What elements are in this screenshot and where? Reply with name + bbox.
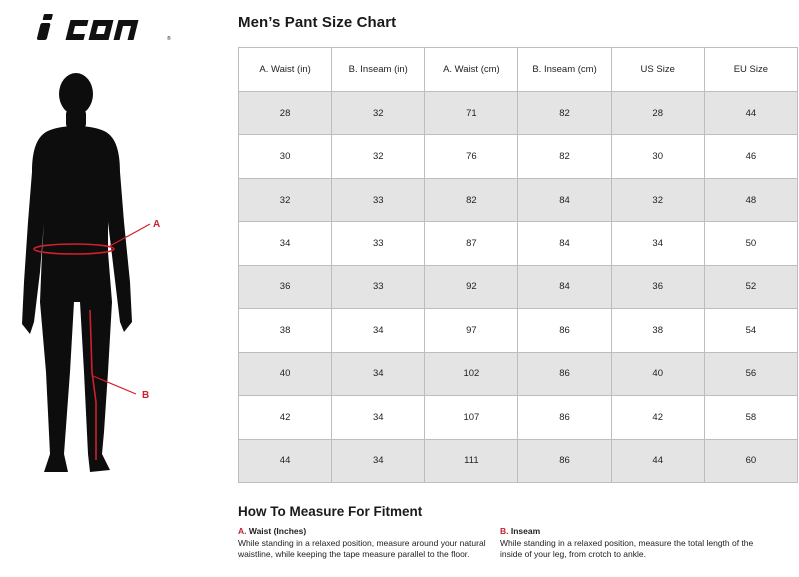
- waist-letter: A.: [238, 526, 247, 536]
- column-header: EU Size: [704, 48, 797, 92]
- table-cell: 82: [425, 178, 518, 221]
- table-cell: 34: [611, 222, 704, 265]
- inseam-letter: B.: [500, 526, 509, 536]
- table-cell: 71: [425, 92, 518, 135]
- table-cell: 28: [239, 92, 332, 135]
- column-header: US Size: [611, 48, 704, 92]
- table-row: [239, 352, 798, 395]
- table-cell: 28: [611, 92, 704, 135]
- inseam-instructions: [500, 526, 760, 561]
- waist-instructions: [238, 526, 488, 561]
- table-cell: 36: [239, 265, 332, 308]
- table-cell: 86: [518, 396, 611, 439]
- table-cell: 48: [704, 178, 797, 221]
- table-row: [239, 92, 798, 135]
- waist-heading-text: Waist (Inches): [248, 526, 307, 536]
- table-cell: 34: [332, 352, 425, 395]
- table-cell: 38: [239, 309, 332, 352]
- table-cell: 32: [332, 135, 425, 178]
- waist-text: While standing in a relaxed position, measure around your natural waistline, while keeping the tape measure parallel to the floor.: [238, 537, 486, 559]
- table-cell: 40: [239, 352, 332, 395]
- table-cell: 32: [332, 92, 425, 135]
- icon-logo: [34, 6, 176, 44]
- column-header: B. Inseam (in): [332, 48, 425, 92]
- table-cell: 36: [611, 265, 704, 308]
- table-cell: 52: [704, 265, 797, 308]
- table-row: [239, 396, 798, 439]
- table-cell: 34: [332, 309, 425, 352]
- table-row: [239, 439, 798, 483]
- table-cell: 84: [518, 265, 611, 308]
- column-header: B. Inseam (cm): [518, 48, 611, 92]
- table-row: [239, 222, 798, 265]
- table-cell: 86: [518, 439, 611, 483]
- table-cell: 33: [332, 178, 425, 221]
- table-cell: 30: [611, 135, 704, 178]
- body-silhouette: [0, 72, 200, 492]
- table-cell: 44: [704, 92, 797, 135]
- table-cell: 82: [518, 135, 611, 178]
- fitment-title: How To Measure For Fitment: [238, 504, 423, 519]
- table-cell: 54: [704, 309, 797, 352]
- inseam-heading: [500, 526, 760, 538]
- table-cell: 50: [704, 222, 797, 265]
- table-row: [239, 265, 798, 308]
- table-cell: 84: [518, 222, 611, 265]
- column-header: A. Waist (in): [239, 48, 332, 92]
- table-cell: 40: [611, 352, 704, 395]
- table-cell: 58: [704, 396, 797, 439]
- table-cell: 86: [518, 352, 611, 395]
- inseam-heading-text: Inseam: [510, 526, 541, 536]
- table-cell: 56: [704, 352, 797, 395]
- table-cell: 32: [611, 178, 704, 221]
- table-cell: 107: [425, 396, 518, 439]
- table-cell: 30: [239, 135, 332, 178]
- table-header-row: [239, 48, 798, 92]
- table-cell: 102: [425, 352, 518, 395]
- table-cell: 44: [611, 439, 704, 483]
- chart-title: Men’s Pant Size Chart: [238, 14, 397, 31]
- table-cell: 33: [332, 222, 425, 265]
- svg-text:®: ®: [167, 36, 171, 42]
- table-cell: 42: [239, 396, 332, 439]
- table-cell: 86: [518, 309, 611, 352]
- table-cell: 76: [425, 135, 518, 178]
- table-cell: 87: [425, 222, 518, 265]
- table-cell: 46: [704, 135, 797, 178]
- size-table: [238, 47, 798, 483]
- table-cell: 34: [332, 439, 425, 483]
- table-cell: 60: [704, 439, 797, 483]
- table-row: [239, 178, 798, 221]
- inseam-text: While standing in a relaxed position, measure the total length of the inside of your leg, from crotch to ankle.: [500, 537, 754, 559]
- table-cell: 111: [425, 439, 518, 483]
- table-cell: 38: [611, 309, 704, 352]
- table-cell: 82: [518, 92, 611, 135]
- column-header: A. Waist (cm): [425, 48, 518, 92]
- table-cell: 84: [518, 178, 611, 221]
- table-cell: 34: [332, 396, 425, 439]
- waist-heading: [238, 526, 488, 538]
- label-a: A: [153, 219, 161, 230]
- table-cell: 92: [425, 265, 518, 308]
- table-row: [239, 135, 798, 178]
- table-cell: 34: [239, 222, 332, 265]
- table-cell: 42: [611, 396, 704, 439]
- label-b: B: [142, 390, 150, 401]
- table-cell: 97: [425, 309, 518, 352]
- table-cell: 33: [332, 265, 425, 308]
- table-cell: 44: [239, 439, 332, 483]
- table-body: [239, 92, 798, 483]
- table-row: [239, 309, 798, 352]
- table-cell: 32: [239, 178, 332, 221]
